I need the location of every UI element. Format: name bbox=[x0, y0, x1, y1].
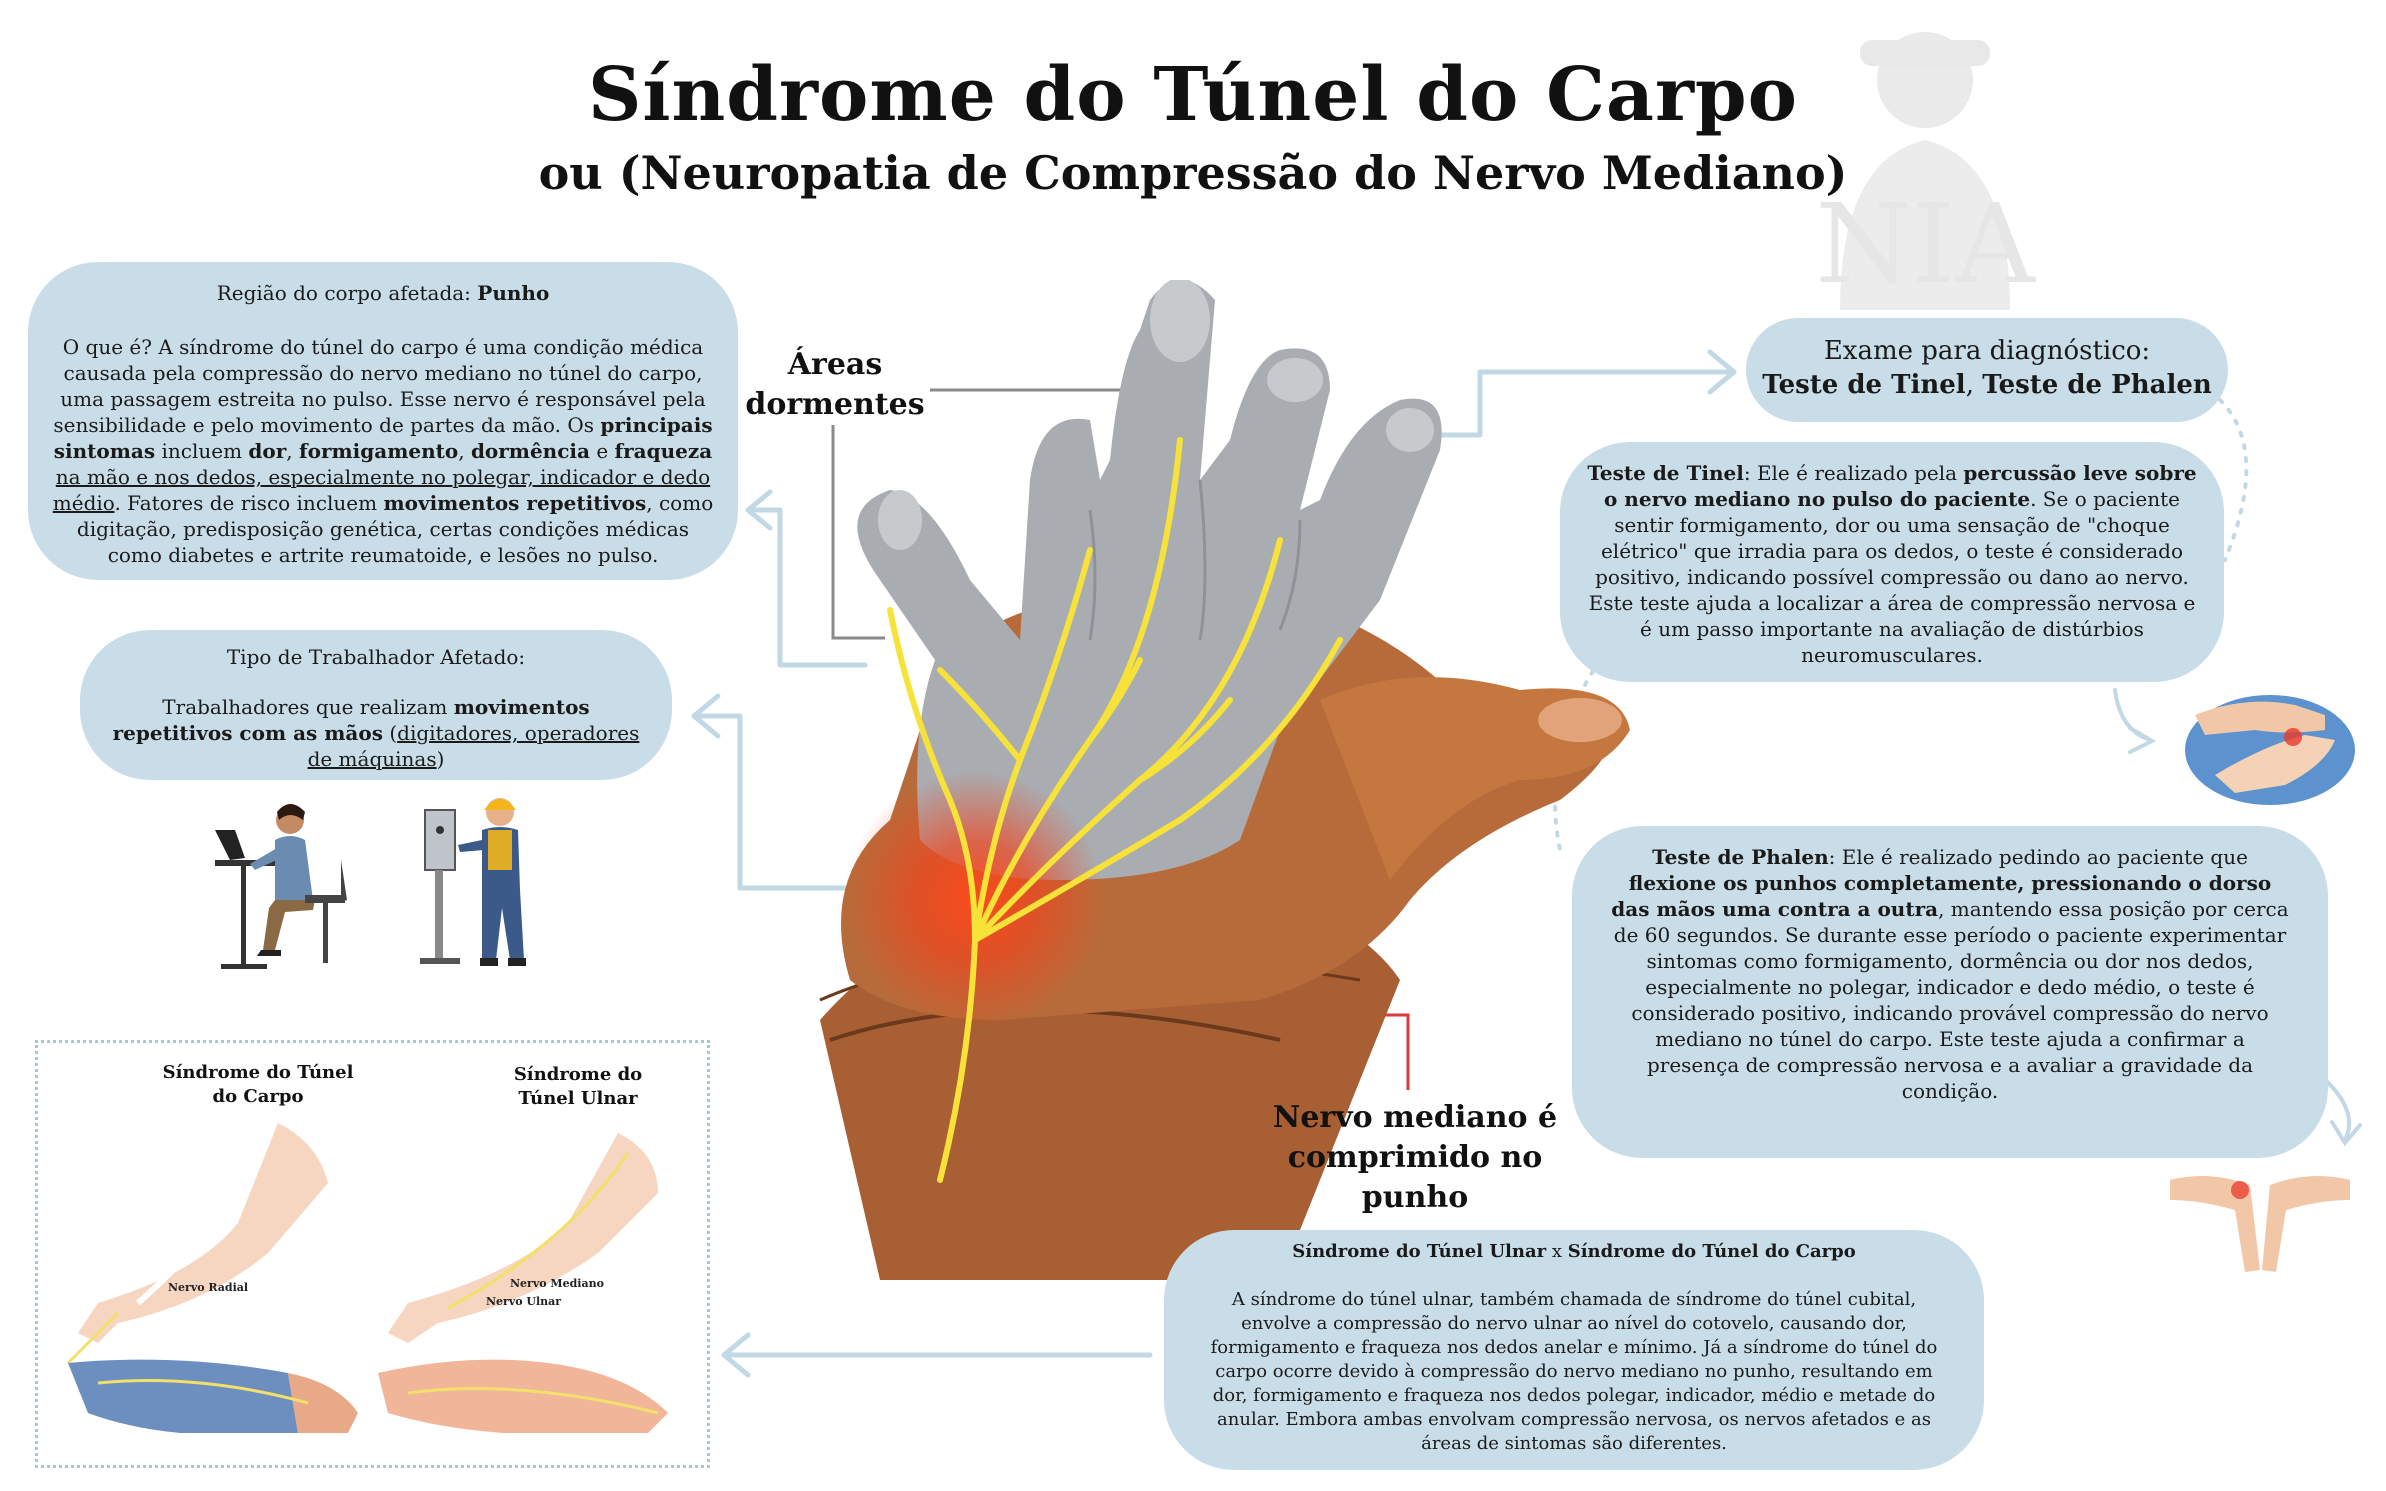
worker-text: ) bbox=[436, 747, 445, 771]
ulnar-title-b: Síndrome do Túnel do Carpo bbox=[1567, 1241, 1856, 1262]
phalen-test-bubble bbox=[1572, 826, 2328, 1158]
region-text: O que é? A síndrome do túnel do carpo é uma condição médica causada pela compressão do nervo mediano no túnel do carpo, uma passagem estreita no pulso. Esse nervo é responsável pela sensibilidade e pelo movimento de partes da mão. Os bbox=[53, 335, 706, 437]
typist-figure bbox=[205, 800, 355, 975]
tinel-bold: percussão leve sobre o nervo mediano no pulso do paciente bbox=[1604, 461, 2197, 511]
ulnar-title-sep: x bbox=[1546, 1241, 1568, 1262]
phalen-test-illustration bbox=[2170, 1160, 2350, 1275]
comparison-panel bbox=[35, 1040, 710, 1468]
tinel-text: : Ele é realizado pela bbox=[1743, 461, 1964, 485]
region-bold: movimentos repetitivos bbox=[383, 491, 647, 515]
page-title: Síndrome do Túnel do Carpo bbox=[587, 52, 1799, 138]
carpal-arm-illustration bbox=[58, 1113, 358, 1433]
worker-title: Tipo de Trabalhador Afetado: bbox=[226, 645, 526, 669]
label-nervo-mediano: Nervo Mediano bbox=[510, 1277, 604, 1290]
worker-info-bubble bbox=[80, 630, 672, 780]
watermark-text: NIA bbox=[1815, 180, 2035, 308]
ulnar-title-a: Síndrome do Túnel Ulnar bbox=[1292, 1241, 1547, 1262]
label-nervo-radial: Nervo Radial bbox=[168, 1281, 249, 1294]
phalen-title: Teste de Phalen bbox=[1652, 845, 1829, 869]
exam-separator: , bbox=[1965, 370, 1983, 400]
worker-text: ( bbox=[382, 721, 398, 745]
comparison-right-title: Síndrome do Túnel Ulnar bbox=[513, 1064, 643, 1109]
tinel-test-illustration bbox=[2175, 675, 2355, 815]
region-text: . Fatores de risco incluem bbox=[114, 491, 384, 515]
tinel-title: Teste de Tinel bbox=[1587, 461, 1744, 485]
exam-test-phalen: Teste de Phalen bbox=[1982, 370, 2212, 400]
region-info-bubble bbox=[28, 262, 738, 580]
region-value: Punho bbox=[477, 281, 550, 305]
page-subtitle: ou (Neuropatia de Compressão do Nervo Mediano) bbox=[538, 146, 1848, 200]
exam-diagnosis-bubble bbox=[1746, 318, 2228, 422]
ulnar-vs-carpal-bubble bbox=[1164, 1230, 1984, 1470]
label-nervo-ulnar: Nervo Ulnar bbox=[486, 1295, 562, 1308]
region-underlined: na mão e nos dedos, especialmente no polegar, indicador e dedo médio bbox=[52, 465, 711, 515]
tinel-test-bubble bbox=[1560, 442, 2224, 682]
region-text: , bbox=[286, 439, 300, 463]
label-nerve-compressed: Nervo mediano é comprimido no punho bbox=[1272, 1100, 1558, 1215]
region-text: , como digitação, predisposição genética, certas condições médicas como diabetes e artrite reumatoide, e lesões no pulso. bbox=[76, 491, 714, 567]
region-label: Região do corpo afetada: bbox=[216, 281, 478, 305]
region-text: incluem bbox=[155, 439, 249, 463]
region-bold: dormência bbox=[470, 439, 590, 463]
region-text: , bbox=[458, 439, 471, 463]
region-bold: dor bbox=[248, 439, 287, 463]
phalen-text: , mantendo essa posição por cerca de 60 segundos. Se durante esse período o paciente experimentar sintomas como formigamento, dormência ou dor nos dedos, especialmente no polegar, indicador e dedo médio, o teste é considerado positivo, indicando provável compressão do nervo mediano no túnel do carpo. Este teste ajuda a confirmar a presença de compressão nervosa e a avaliar a gravidade da condição. bbox=[1613, 897, 2289, 1103]
region-bold: formigamento bbox=[299, 439, 459, 463]
label-numb-areas: Áreas dormentes bbox=[745, 347, 925, 422]
tinel-text: . Se o paciente sentir formigamento, dor ou uma sensação de "choque elétrico" que irradia para os dedos, o teste é considerado positivo, indicando possível compressão ou dano ao nervo. Este teste ajuda a localizar a área de compressão nervosa e é um passo importante na avaliação de distúrbios neuromusculares. bbox=[1588, 487, 2196, 667]
region-bold: fraqueza bbox=[614, 439, 713, 463]
comparison-left-title: Síndrome do Túnel do Carpo bbox=[162, 1062, 354, 1107]
phalen-bold: flexione os punhos completamente, pressionando o dorso das mãos uma contra a outra bbox=[1611, 871, 2272, 921]
phalen-text: : Ele é realizado pedindo ao paciente que bbox=[1828, 845, 2248, 869]
exam-test-tinel: Teste de Tinel bbox=[1762, 370, 1966, 400]
worker-bold: movimentos repetitivos com as mãos bbox=[112, 695, 590, 745]
worker-text: Trabalhadores que realizam bbox=[162, 695, 454, 719]
region-bold: principais sintomas bbox=[53, 413, 713, 463]
exam-title: Exame para diagnóstico: bbox=[1823, 336, 2151, 366]
machine-operator-figure bbox=[420, 790, 560, 975]
ulnar-arm-illustration bbox=[368, 1113, 688, 1433]
region-text: e bbox=[589, 439, 615, 463]
worker-underlined: digitadores, operadores de máquinas bbox=[307, 721, 640, 771]
ulnar-body: A síndrome do túnel ulnar, também chamada de síndrome do túnel cubital, envolve a compressão do nervo ulnar ao nível do cotovelo, causando dor, formigamento e fraqueza nos dedos anelar e mínimo. Já a síndrome do túnel do carpo ocorre devido à compressão do nervo mediano no punho, resultando em dor, formigamento e fraqueza nos dedos polegar, indicador, médio e metade do anular. Embora ambas envolvam compressão nervosa, os nervos afetados e as áreas de sintomas são diferentes. bbox=[1210, 1289, 1938, 1454]
